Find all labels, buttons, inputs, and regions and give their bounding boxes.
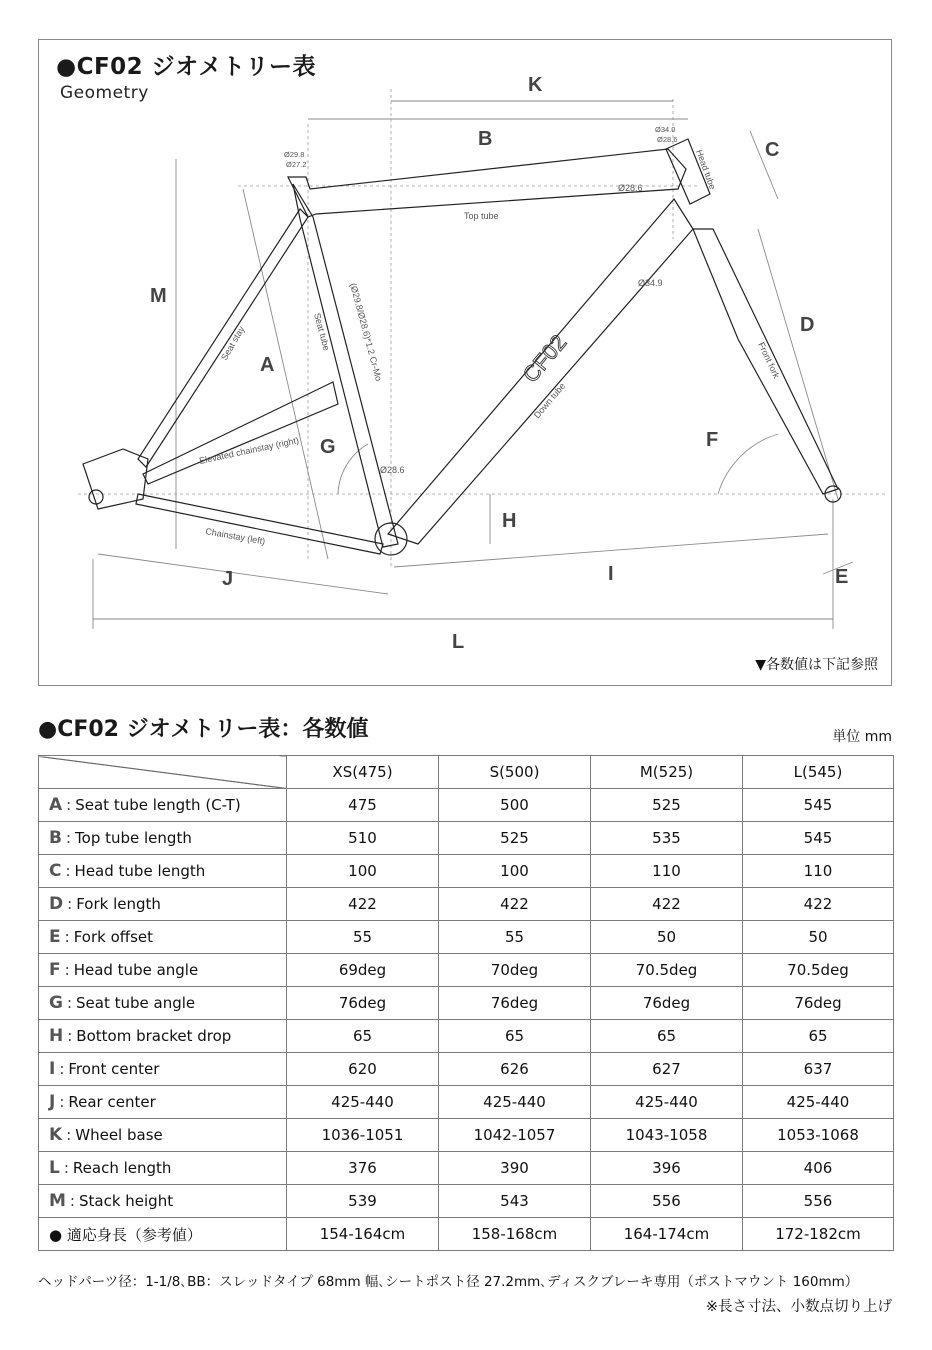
value-cell: 100 [287, 855, 439, 888]
row-label-cell [39, 1185, 287, 1218]
label-seat-tube-spec: (Ø29.8/Ø28.6)*1.2 Cr-Mo [348, 281, 384, 383]
value-cell: 70.5deg [743, 954, 894, 987]
height-value-cell: 164-174cm [591, 1218, 743, 1251]
label-front-fork: Front fork [756, 340, 782, 380]
label-frame-logo: CF02 [517, 329, 572, 388]
dim-label-F: F [706, 429, 719, 451]
frame-geometry-diagram [38, 39, 892, 686]
row-colon: : [63, 1159, 69, 1177]
diameter-labels [284, 125, 677, 475]
row-letter: A [49, 795, 63, 815]
row-letter: B [49, 828, 62, 848]
value-cell: 110 [591, 855, 743, 888]
value-cell: 545 [743, 822, 894, 855]
value-cell: 627 [591, 1053, 743, 1086]
row-letter: D [49, 894, 64, 914]
row-letter: K [49, 1125, 63, 1145]
row-label-cell [39, 855, 287, 888]
value-cell: 425-440 [439, 1086, 591, 1119]
value-cell: 525 [591, 789, 743, 822]
label-head-tube: Head tube [694, 148, 718, 191]
row-colon: : [59, 1093, 65, 1111]
row-letter: J [49, 1092, 56, 1112]
label-down-tube: Down tube [531, 380, 568, 421]
height-value-cell: 158-168cm [439, 1218, 591, 1251]
row-label: Stack height [78, 1192, 174, 1210]
value-cell: 556 [743, 1185, 894, 1218]
height-value-cell: 154-164cm [287, 1218, 439, 1251]
value-cell: 1043-1058 [591, 1119, 743, 1152]
label-chainstay: Chainstay (left) [204, 526, 267, 547]
row-label-cell [39, 987, 287, 1020]
table-row [39, 1053, 894, 1086]
value-cell: 539 [287, 1185, 439, 1218]
value-cell: 76deg [743, 987, 894, 1020]
label-seat-tube: Seat tube [312, 311, 332, 352]
row-label: Seat tube angle [76, 994, 196, 1012]
value-cell: 55 [439, 921, 591, 954]
diam-head-outer: Ø34.0 [655, 125, 676, 134]
dimension-lines [93, 101, 853, 629]
row-colon: : [66, 994, 73, 1012]
value-cell: 556 [591, 1185, 743, 1218]
table-row [39, 888, 894, 921]
value-cell: 376 [287, 1152, 439, 1185]
row-label: Head tube length [74, 862, 206, 880]
row-label-cell [39, 954, 287, 987]
table-row [39, 822, 894, 855]
value-cell: 510 [287, 822, 439, 855]
dim-label-A: A [260, 354, 275, 376]
table-row [39, 1119, 894, 1152]
value-cell: 425-440 [287, 1086, 439, 1119]
row-letter: E [49, 927, 61, 947]
dim-label-D: D [800, 314, 815, 336]
row-colon: : [65, 829, 72, 847]
dim-label-G: G [320, 436, 336, 458]
dim-label-J: J [222, 568, 234, 590]
value-cell: 422 [439, 888, 591, 921]
row-label-cell [39, 1119, 287, 1152]
unit-label: 単位 mm [832, 729, 892, 745]
value-cell: 422 [287, 888, 439, 921]
size-header: M(525) [591, 756, 743, 789]
value-cell: 70deg [439, 954, 591, 987]
row-label-cell [39, 1053, 287, 1086]
row-label: Rear center [68, 1093, 156, 1111]
value-cell: 76deg [591, 987, 743, 1020]
row-label-cell [39, 1152, 287, 1185]
table-header-row [39, 756, 894, 789]
row-label: Bottom bracket drop [76, 1027, 232, 1045]
row-colon: : [66, 796, 72, 814]
dimension-letters [150, 74, 848, 653]
diam-seat-tube: Ø28.6 [380, 465, 405, 475]
value-cell: 422 [591, 888, 743, 921]
value-cell: 422 [743, 888, 894, 921]
spec-footnote: ヘッドパーツ径：1-1/8､BB：スレッドタイプ 68mm 幅､シートポスト径 27.2mm､ディスクブレーキ専用（ポストマウント 160mm） [38, 1274, 859, 1290]
table-row [39, 1152, 894, 1185]
value-cell: 525 [439, 822, 591, 855]
value-cell: 65 [287, 1020, 439, 1053]
row-label: Seat tube length (C-T) [75, 796, 241, 814]
row-colon: : [64, 961, 70, 979]
diam-seat-top-outer: Ø29.8 [284, 150, 305, 159]
value-cell: 65 [743, 1020, 894, 1053]
value-cell: 55 [287, 921, 439, 954]
row-label-cell [39, 822, 287, 855]
size-header: L(545) [743, 756, 894, 789]
value-cell: 65 [591, 1020, 743, 1053]
geometry-table [38, 755, 894, 1251]
table-title: ●CF02 ジオメトリー表：各数値 [38, 717, 369, 742]
dim-label-I: I [608, 563, 614, 585]
table-row [39, 1185, 894, 1218]
table-row [39, 987, 894, 1020]
row-colon: : [69, 1192, 75, 1210]
row-label-cell [39, 921, 287, 954]
table-row [39, 921, 894, 954]
label-elevated-chainstay: Elevated chainstay (right) [198, 435, 300, 466]
row-colon: : [59, 1060, 65, 1078]
value-cell: 69deg [287, 954, 439, 987]
dim-label-E: E [835, 566, 849, 588]
value-cell: 390 [439, 1152, 591, 1185]
row-label: Front center [68, 1060, 160, 1078]
value-cell: 76deg [439, 987, 591, 1020]
row-letter: G [49, 993, 63, 1013]
value-cell: 65 [439, 1020, 591, 1053]
row-label: Top tube length [75, 829, 192, 847]
diagram-title: ●CF02 ジオメトリー表 [56, 54, 316, 80]
row-label-cell [39, 888, 287, 921]
value-cell: 545 [743, 789, 894, 822]
diagram-note: ▼各数値は下記参照 [755, 657, 878, 673]
dim-label-K: L [452, 631, 465, 653]
table-row [39, 1020, 894, 1053]
row-colon: : [66, 1126, 72, 1144]
value-cell: 1042-1057 [439, 1119, 591, 1152]
diam-seat-top-inner: Ø27.2 [286, 160, 307, 169]
row-colon: : [65, 862, 71, 880]
diam-top-tube: Ø28.6 [618, 183, 643, 193]
value-cell: 637 [743, 1053, 894, 1086]
dim-label-L: K [528, 74, 543, 96]
row-label-cell [39, 1020, 287, 1053]
value-cell: 425-440 [743, 1086, 894, 1119]
dim-label-C: C [765, 139, 780, 161]
diam-down-tube: Ø34.9 [638, 278, 663, 288]
row-letter: I [49, 1059, 56, 1079]
size-header: XS(475) [287, 756, 439, 789]
diagram-subtitle: Geometry [60, 83, 149, 103]
value-cell: 100 [439, 855, 591, 888]
value-cell: 50 [743, 921, 894, 954]
value-cell: 500 [439, 789, 591, 822]
row-colon: : [64, 928, 70, 946]
value-cell: 76deg [287, 987, 439, 1020]
value-cell: 626 [439, 1053, 591, 1086]
value-cell: 1036-1051 [287, 1119, 439, 1152]
row-letter: C [49, 861, 62, 881]
value-cell: 425-440 [591, 1086, 743, 1119]
row-label: Reach length [72, 1159, 172, 1177]
value-cell: 620 [287, 1053, 439, 1086]
value-cell: 1053-1068 [743, 1119, 894, 1152]
tube-labels [198, 148, 781, 546]
row-colon: : [67, 895, 73, 913]
height-value-cell: 172-182cm [743, 1218, 894, 1251]
row-colon: : [67, 1027, 73, 1045]
reference-lines [78, 89, 888, 569]
row-label: Fork length [76, 895, 161, 913]
height-row [39, 1218, 894, 1251]
row-letter: F [49, 960, 61, 980]
dim-label-B: B [478, 128, 493, 150]
dim-label-H: H [502, 510, 517, 532]
value-cell: 535 [591, 822, 743, 855]
row-letter: M [49, 1191, 66, 1211]
value-cell: 50 [591, 921, 743, 954]
dim-label-M: M [150, 285, 167, 307]
value-cell: 396 [591, 1152, 743, 1185]
value-cell: 70.5deg [591, 954, 743, 987]
value-cell: 543 [439, 1185, 591, 1218]
label-seat-stay: Seat stay [219, 324, 247, 362]
row-label: Fork offset [73, 928, 154, 946]
row-label: Head tube angle [73, 961, 199, 979]
value-cell: 475 [287, 789, 439, 822]
frame-tubes [83, 139, 841, 555]
table-corner-cell [39, 756, 287, 789]
value-cell: 406 [743, 1152, 894, 1185]
row-label-cell [39, 789, 287, 822]
row-label: Wheel base [75, 1126, 163, 1144]
diam-head-inner: Ø28.6 [657, 135, 678, 144]
table-row [39, 789, 894, 822]
label-top-tube: Top tube [464, 211, 499, 221]
value-cell: 110 [743, 855, 894, 888]
row-letter: L [49, 1158, 60, 1178]
table-row [39, 954, 894, 987]
height-row-label: ● 適応身長（参考値） [39, 1218, 287, 1251]
row-letter: H [49, 1026, 64, 1046]
table-row [39, 1086, 894, 1119]
row-label-cell [39, 1086, 287, 1119]
size-header: S(500) [439, 756, 591, 789]
rounding-footnote: ※長さ寸法、小数点切り上げ [705, 1299, 892, 1315]
table-row [39, 855, 894, 888]
